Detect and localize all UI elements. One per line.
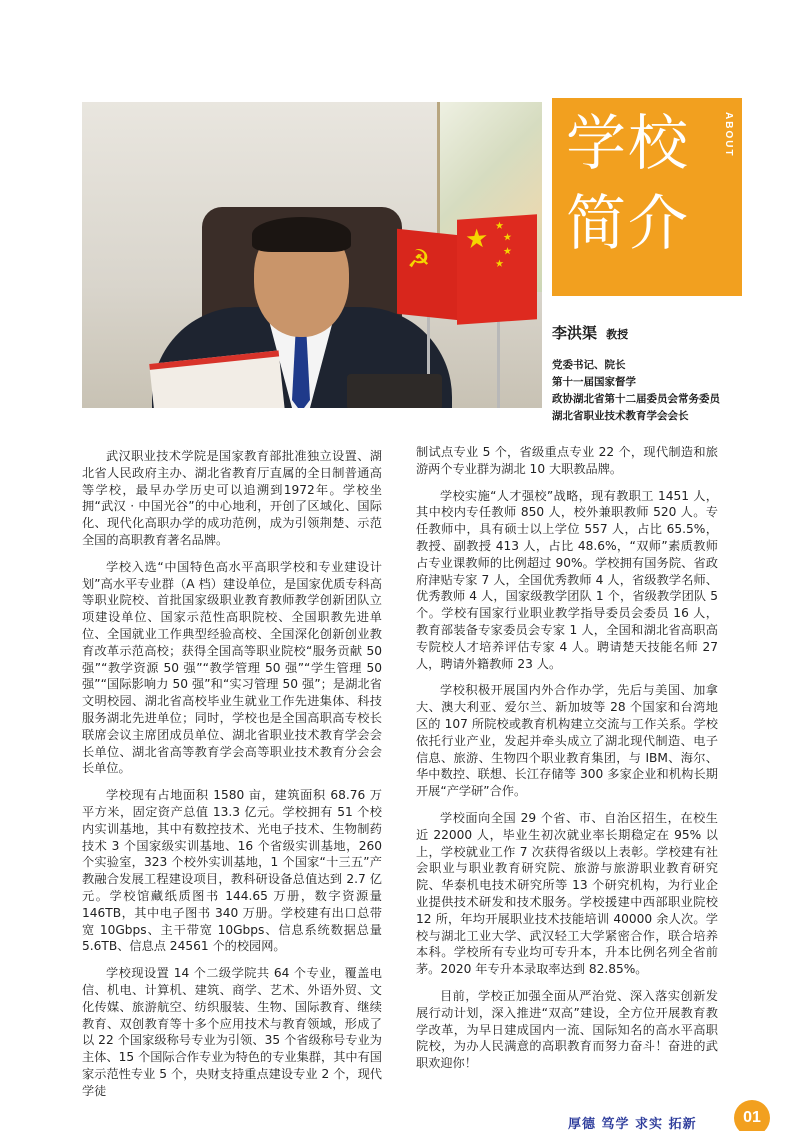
paragraph: 学校现设置 14 个二级学院共 64 个专业，覆盖电信、机电、计算机、建筑、商学、艺术、外语外贸、文化传媒、旅游航空、纺织服装、生物、国际教育、继续教育、双创教育等十多个应用技术与教育领域，形成了以 22 个国家级称号专业为引领、35 个省级称号专业为主体、15 个国际合作专业为特色的专业集群，其中有国家示范性专业 5 个，央财支持重点建设专业 2 个，现代学徒 — [82, 966, 382, 1098]
body-column-left — [82, 448, 382, 1109]
body-column-right — [416, 444, 718, 1082]
section-title-block — [552, 98, 742, 296]
paragraph: 学校现有占地面积 1580 亩，建筑面积 68.76 万平方米，固定资产总值 13.3 亿元。学校拥有 51 个校内实训基地，其中有数控技术、光电子技术、生物制药技术 3 个国家级实训基地、16 个省级实训基地，260 个实验室，323 个校外实训基地，1 个国家“十三五”产教融合发展工程建设项目，教科研设备总值达到 2.7 亿元。学校馆藏纸质图书 144.65 万册，数字资源量 146TB，其中电子图书 340 万册。学校建有出口总带宽 10Gbps、主干带宽 10Gbps、信息系统数据总量 5.6TB、信息点 24561 个的校园网。 — [82, 788, 382, 954]
star-icon: ★ — [495, 220, 504, 233]
role-item: 湖北省职业技术教育学会会长 — [552, 410, 689, 422]
paragraph: 目前，学校正加强全面从严治党、深入落实创新发展行动计划，深入推进“双高”建设，全方位开展教育教学改革，为早日建成国内一流、国际知名的高水平高职院校，为办人民满意的高职教育而努力奋斗！奋进的武职欢迎你！ — [416, 988, 718, 1071]
paragraph: 学校面向全国 29 个省、市、自治区招生，在校生近 22000 人，毕业生初次就业率长期稳定在 95% 以上，学校就业工作 7 次获得省级以上表彰。学校建有社会职业与职业教育研究院、旅游与旅游职业教育研究院、华泰机电技术研究所等 13 个研究机构，为行业企业提供技术研发和技术服务。学校援建中西部职业院校 12 所，年均开展职业技术技能培训 40000 余人次。学校与湖北工业大学、武汉轻工大学紧密合作，联合培养本科。学校所有专业均可专升本，升本比例名列全省前茅。2020 年专升本录取率达到 82.85%。 — [416, 810, 718, 977]
about-tag: ABOUT — [723, 112, 734, 158]
person-name: 李洪渠 — [552, 324, 598, 342]
section-title-line1: 学校 — [566, 109, 690, 179]
paragraph: 武汉职业技术学院是国家教育部批准独立设置、湖北省人民政府主办、湖北省教育厅直属的全日制普通高等学校，最早办学历史可以追溯到1972年。学校坐拥“武汉 · 中国光谷”的中心地利，开创了区域化、国际化、现代化高职办学的成功范例，成为引领荆楚、示范全国的高职教育著名品牌。 — [82, 449, 382, 547]
hammer-sickle-icon: ☭ — [407, 243, 431, 277]
person-info — [552, 322, 752, 425]
person-rank: 教授 — [606, 328, 629, 341]
paragraph: 学校积极开展国内外合作办学，先后与美国、加拿大、澳大利亚、爱尔兰、新加坡等 28 个国家和台湾地区的 107 所院校或教育机构建立交流与工作关系。学校依托行业产业，发起并牵头成立了湖北现代制造、电子信息、旅游、生物四个职业教育集团，与 IBM、海尔、华中数控、联想、长江存储等 300 多家企业和机构长期开展“产学研”合作。 — [416, 683, 718, 799]
paragraph: 制试点专业 5 个，省级重点专业 22 个，现代制造和旅游两个专业群为湖北 10 大职教品牌。 — [416, 445, 718, 476]
role-item: 政协湖北省第十二届委员会常务委员 — [552, 393, 720, 405]
paragraph: 学校入选“中国特色高水平高职学校和专业建设计划”高水平专业群（A 档）建设单位，是国家优质专科高等职业院校、首批国家级职业教育教师教学创新团队立项建设单位、国家示范性高职院校、全国职教先进单位、全国就业工作典型经验高校、全国深化创新创业教育改革示范高校；获得全国高等职业院校“服务贡献 50 强”“教学资源 50 强”“教学管理 50 强”“学生管理 50 强”“国际影响力 50 强”和“实习管理 50 强”；是湖北省文明校园、湖北省高校毕业生就业工作先进集体、科技服务湖北先进单位；同时，学校也是全国高职高专校长联席会议主席团成员单位、湖北省职业技术教育学会会长单位、湖北省高等教育学会高等职业技术教育分会会长单位。 — [82, 559, 382, 776]
page-number: 01 — [734, 1100, 770, 1131]
party-flag — [397, 229, 459, 321]
star-icon: ★ — [503, 231, 512, 244]
paragraph: 学校实施“人才强校”战略，现有教职工 1451 人，其中校内专任教师 850 人，校外兼职教师 520 人。专任教师中，具有硕士以上学位 557 人，占比 65.5%，教授、副教授 413 人，占比 48.6%，“双师”素质教师占专业课教师的比例超过 90%。学校拥有国务院、省政府津贴专家 7 人，全国优秀教师 4 人，省级教学名师、优秀教师 4 人，国家级教学团队 1 个，省级教学团队 5 个。学校有国家行业职业教学指导委员会委员 16 人，教育部装备专家委员会专家 1 人，全国和湖北省高职高专院校人才培养评估专家 4 人。聘请楚天技能名师 27 人，聘请外籍教师 23 人。 — [416, 488, 718, 671]
star-icon: ★ — [503, 245, 512, 258]
star-icon: ★ — [465, 223, 489, 256]
national-flag — [457, 214, 537, 325]
star-icon: ★ — [495, 258, 504, 271]
hair — [252, 217, 351, 252]
role-item: 第十一届国家督学 — [552, 376, 636, 388]
section-title-line2: 简介 — [566, 189, 690, 259]
desk-ornament — [347, 374, 442, 408]
role-item: 党委书记、院长 — [552, 359, 626, 371]
person-roles — [552, 357, 752, 425]
president-photo — [82, 102, 542, 408]
school-motto: 厚德 笃学 求实 拓新 — [568, 1117, 697, 1131]
